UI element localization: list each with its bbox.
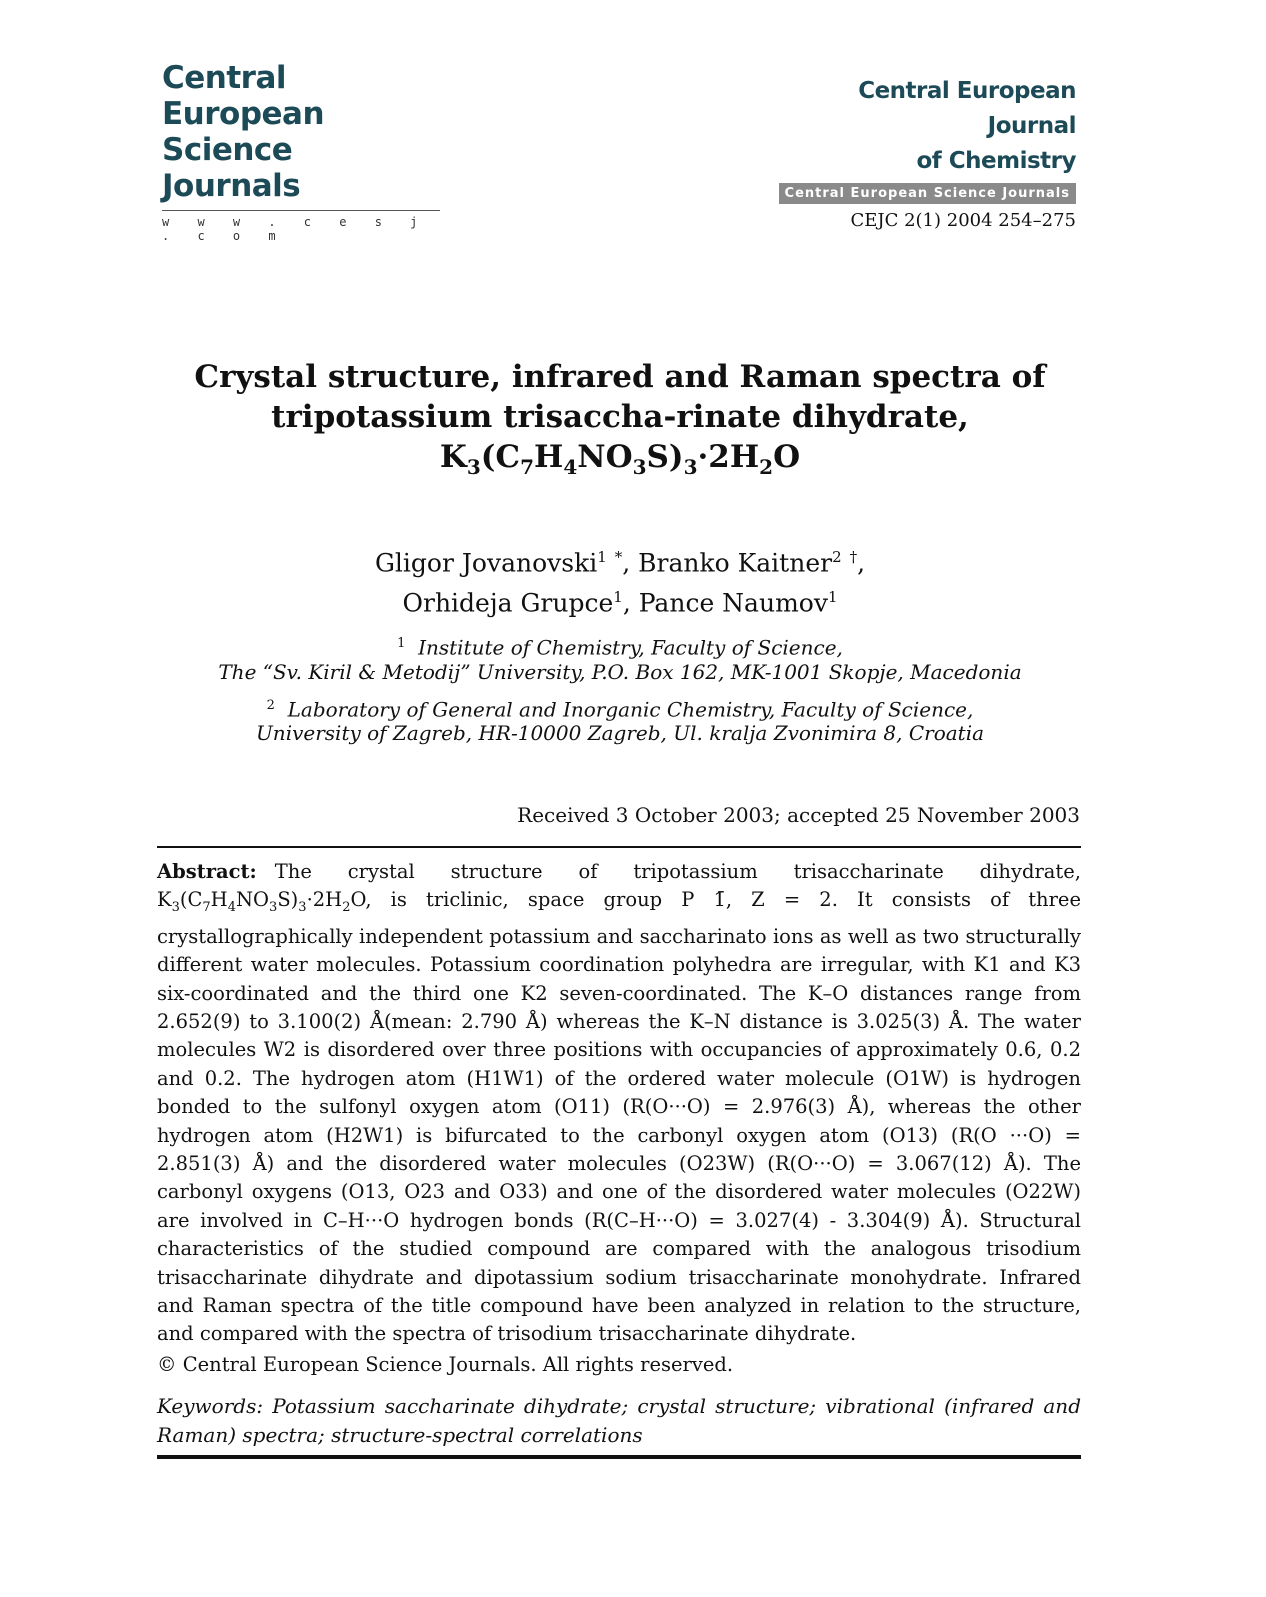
- author-name: Gligor Jovanovski: [374, 548, 598, 578]
- author-line2: Orhideja Grupce$^1$, Pance Naumov$^1$: [402, 588, 838, 618]
- affiliation-1: $^1$ Institute of Chemistry, Faculty of Science, The “Sv. Kiril & Metodij” University, P.O. Box 162, MK-1001 Skopje, Macedonia: [218, 635, 1022, 684]
- publisher-logo-line1: Central European: [162, 60, 325, 132]
- publisher-logo-line2: Science Journals: [162, 132, 301, 204]
- author-list: [100, 540, 1140, 621]
- abstract: [157, 858, 1081, 1379]
- copyright-notice: © Central European Science Journals. All rights reserved.: [157, 1352, 734, 1376]
- title-line2: tripotassium trisaccha-rinate dihydrate,: [271, 399, 969, 435]
- author-name: Pance Naumov: [638, 588, 828, 618]
- author-line1: Gligor Jovanovski$^1$ *, Branko Kaitner$^2$ †,: [374, 548, 866, 578]
- abstract-formula: $K_3(C_7H_4NO_3S)_3\cdot 2H_2O$: [157, 888, 366, 916]
- abstract-body: Abstract: The crystal structure of tripotassium trisaccharinate dihydrate, $K_3(C_7H_4NO_3S)_3\cdot 2H_2O$, is triclinic, space group P 1̄, Z = 2. It consists of three crystallographically independent potassium and saccharinato ions as well as two structurally different water molecules. Potassium coordination polyhedra are irregular, with K1 and K3 six-coordinated and the third one K2 seven-coordinated. The K–O distances range from 2.652(9) to 3.100(2) Å(mean: 2.790 Å) whereas the K–N distance is 3.025(3) Å. The water molecules W2 is disordered over three positions with occupancies of approximately 0.6, 0.2 and 0.2. The hydrogen atom (H1W1) of the ordered water molecule (O1W) is hydrogen bonded to the sulfonyl oxygen atom (O11) (R(O···O) = 2.976(3) Å), whereas the other hydrogen atom (H2W1) is bifurcated to the carbonyl oxygen atom (O13) (R(O ···O) = 2.851(3) Å) and the disordered water molecules (O23W) (R(O···O) = 3.067(12) Å). The carbonyl oxygens (O13, O23 and O33) and one of the disordered water molecules (O22W) are involved in C–H···O hydrogen bonds (R(C–H···O) = 3.027(4) - 3.304(9) Å). Structural characteristics of the studied compound are compared with the analogous trisodium trisaccharinate dihydrate and dipotassium sodium trisaccharinate monohydrate. Infrared and Raman spectra of the title compound have been analyzed in relation to the structure, and compared with the spectra of trisodium trisaccharinate dihydrate.: [157, 860, 1081, 1346]
- affiliation-2: $^2$ Laboratory of General and Inorganic Chemistry, Faculty of Science, University of Zagreb, HR-10000 Zagreb, Ul. kralja Zvonimira 8, Croatia: [255, 697, 985, 746]
- journal-name-line1: Central European Journal: [858, 78, 1076, 139]
- journal-name-line2: of Chemistry: [916, 148, 1076, 174]
- journal-logo: [776, 74, 1076, 231]
- paper-title: [100, 357, 1140, 487]
- abstract-label: Abstract:: [157, 860, 257, 883]
- affiliations: [100, 632, 1140, 755]
- title-line1: Crystal structure, infrared and Raman spectra of: [194, 359, 1046, 395]
- journal-band: Central European Science Journals: [779, 183, 1076, 204]
- publisher-url: w w w . c e s j . c o m: [162, 215, 428, 243]
- logo-divider: [162, 210, 440, 211]
- journal-citation: CEJC 2(1) 2004 254–275: [850, 210, 1076, 231]
- author-name: Branko Kaitner: [638, 548, 833, 578]
- abstract-bottom-rule: [157, 1455, 1081, 1459]
- received-dates: Received 3 October 2003; accepted 25 November 2003: [517, 803, 1080, 827]
- title-formula: $K_3(C_7H_4NO_3S)_3\cdot 2H_2O$: [439, 439, 801, 480]
- author-name: Orhideja Grupce: [402, 588, 614, 618]
- abstract-top-rule: [157, 846, 1081, 848]
- keywords: Keywords: Potassium saccharinate dihydrate; crystal structure; vibrational (infrared and Raman) spectra; structure-spectral correlations: [157, 1394, 1081, 1447]
- publisher-logo: [162, 60, 440, 243]
